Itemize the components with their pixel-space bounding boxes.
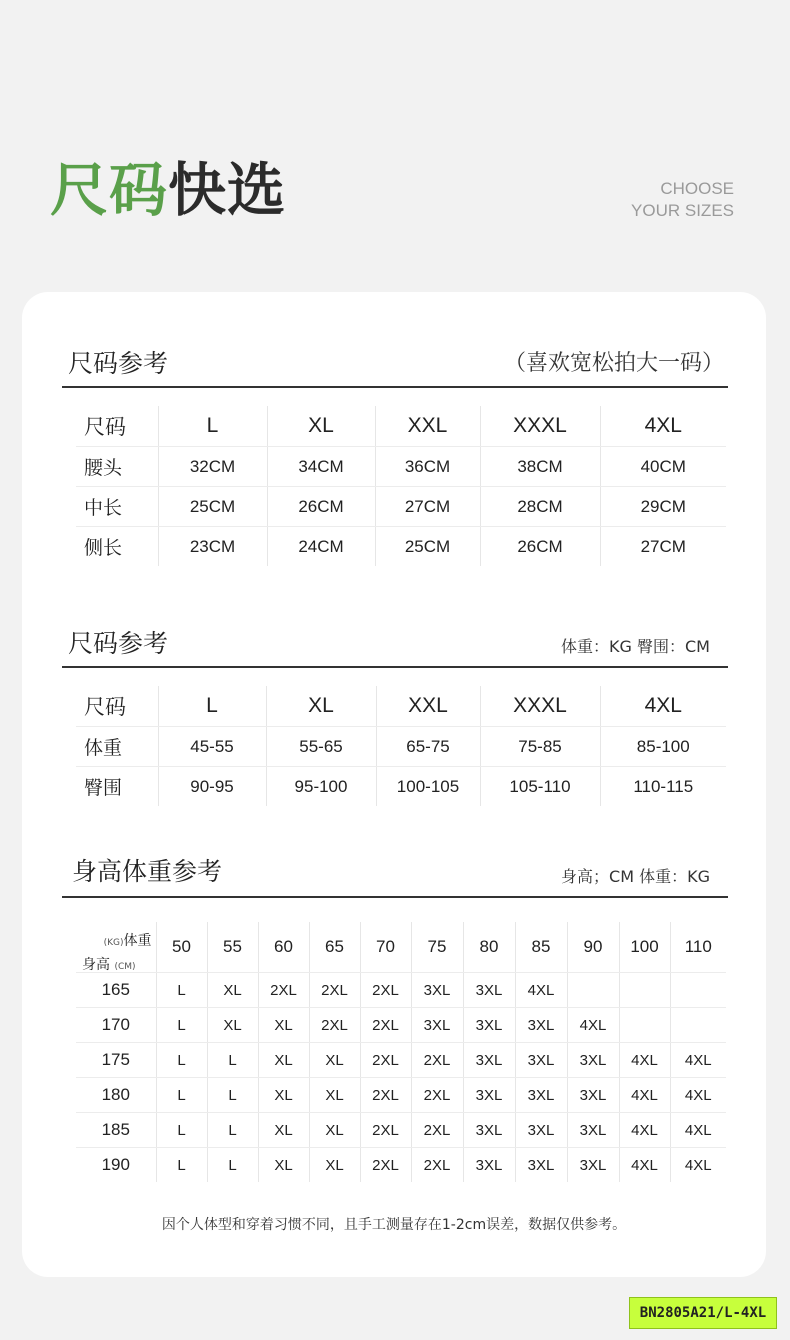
table-corner-label (76, 922, 156, 973)
height-label: 190 (101, 1155, 130, 1174)
size-cell: 2XL (411, 1113, 463, 1148)
size-cell: 4XL (515, 973, 567, 1008)
size-cell: 3XL (411, 1008, 463, 1043)
subtitle-line-2: YOUR SIZES (631, 201, 734, 220)
section3-title: 身高体重参考 (72, 857, 223, 886)
size-cell: L (207, 1113, 258, 1148)
size-cell: 3XL (567, 1113, 619, 1148)
measurement-cell: 28CM (480, 487, 600, 527)
size-cell: XL (258, 1113, 309, 1148)
height-weight-table (76, 922, 726, 1182)
size-cell: 2XL (360, 1078, 411, 1113)
weight-hip-cell: 85-100 (600, 727, 726, 767)
weight-hip-cell: 110-115 (600, 767, 726, 807)
weight-hip-cell: 75-85 (480, 727, 600, 767)
measurement-row-label: 侧长 (84, 537, 123, 559)
section3-units: 身高；CM 体重：KG (561, 867, 710, 886)
weight-header-cell: 50 (156, 922, 207, 973)
size-cell: 3XL (463, 1078, 515, 1113)
measurement-cell: L (158, 406, 267, 447)
weight-header-cell: 55 (207, 922, 258, 973)
weight-hip-cell: XXL (376, 686, 480, 727)
product-code-badge: BN2805A21/L-4XL (629, 1297, 777, 1329)
size-cell: XL (258, 1148, 309, 1183)
weight-hip-cell: 65-75 (376, 727, 480, 767)
weight-hip-row (76, 727, 726, 767)
weight-hip-cell: 95-100 (266, 767, 376, 807)
size-cell: 3XL (515, 1043, 567, 1078)
weight-header-cell: 85 (515, 922, 567, 973)
height-unit-label: (CM) (114, 962, 136, 972)
height-row (76, 1113, 726, 1148)
size-cell: 3XL (463, 1148, 515, 1183)
height-label: 175 (76, 1043, 156, 1078)
size-cell: 2XL (309, 973, 360, 1008)
measurement-row-label: 尺码 (76, 406, 158, 447)
height-label: 170 (76, 1008, 156, 1043)
section3-divider (62, 896, 728, 898)
page-title (50, 155, 286, 225)
size-cell: L (207, 1043, 258, 1078)
height-row (76, 1148, 726, 1183)
measurement-row (76, 447, 726, 487)
size-cell: 3XL (515, 1078, 567, 1113)
size-cell: 4XL (670, 1148, 726, 1183)
size-cell: XL (207, 1008, 258, 1043)
section1-title: 尺码参考 (68, 349, 169, 378)
measurement-cell: XXXL (480, 406, 600, 447)
weight-header-cell: 60 (258, 922, 309, 973)
height-label: 180 (76, 1078, 156, 1113)
footnote: 因个人体型和穿着习惯不同，且手工测量存在1-2cm误差，数据仅供参考。 (161, 1217, 627, 1233)
measurement-cell: XXL (375, 406, 480, 447)
height-row (76, 1078, 726, 1113)
size-cell: 2XL (360, 1043, 411, 1078)
size-cell: L (156, 1078, 207, 1113)
measurement-cell: 29CM (600, 487, 726, 527)
size-cell: XL (258, 1008, 309, 1043)
weight-header-cell: 75 (411, 922, 463, 973)
size-cell: 2XL (411, 1148, 463, 1183)
section2-divider (62, 666, 728, 668)
height-axis-label: 身高 (82, 957, 110, 973)
size-cell: L (156, 1113, 207, 1148)
size-cell: 3XL (515, 1113, 567, 1148)
weight-hip-cell: 105-110 (480, 767, 600, 807)
size-cell: 4XL (619, 1078, 670, 1113)
size-cell: 3XL (463, 973, 515, 1008)
weight-hip-row-label: 臀围 (84, 777, 123, 799)
size-cell: 3XL (515, 1008, 567, 1043)
size-cell: 4XL (619, 1043, 670, 1078)
measurement-cell: 32CM (158, 447, 267, 487)
size-cell: 4XL (619, 1148, 670, 1183)
height-row (76, 1008, 726, 1043)
size-cell: 2XL (258, 973, 309, 1008)
measurement-table (76, 406, 726, 566)
size-cell: 3XL (411, 973, 463, 1008)
measurement-cell: XL (267, 406, 375, 447)
size-cell: 2XL (411, 1043, 463, 1078)
measurement-cell: 23CM (158, 527, 267, 567)
weight-hip-cell: 4XL (600, 686, 726, 727)
measurement-cell: 27CM (600, 527, 726, 567)
size-cell: XL (258, 1078, 309, 1113)
size-cell: XL (309, 1078, 360, 1113)
weight-unit-label: (KG) (103, 938, 124, 948)
page-header (0, 0, 790, 260)
weight-hip-cell: 100-105 (376, 767, 480, 807)
weight-hip-table (76, 686, 726, 806)
size-cell: 3XL (567, 1148, 619, 1183)
weight-hip-row (76, 767, 726, 807)
weight-header-cell: 80 (463, 922, 515, 973)
measurement-row (76, 487, 726, 527)
section1-note: （喜欢宽松拍大一码） (503, 351, 724, 376)
size-cell (670, 1008, 726, 1043)
weight-header-cell: 70 (360, 922, 411, 973)
weight-header-cell: 90 (567, 922, 619, 973)
weight-hip-row-label: 尺码 (76, 686, 158, 727)
size-cell (619, 1008, 670, 1043)
measurement-row-label: 腰头 (76, 447, 158, 487)
size-cell: XL (258, 1043, 309, 1078)
measurement-cell: 25CM (158, 487, 267, 527)
size-cell: 3XL (567, 1078, 619, 1113)
size-cell (567, 973, 619, 1008)
weight-hip-row-label: 体重 (76, 727, 158, 767)
weight-hip-cell: 45-55 (158, 727, 266, 767)
measurement-row (76, 406, 726, 447)
measurement-cell: 38CM (480, 447, 600, 487)
size-cell (619, 973, 670, 1008)
height-row (76, 1043, 726, 1078)
size-cell: L (156, 1043, 207, 1078)
height-row (76, 973, 726, 1008)
size-cell: 3XL (463, 1008, 515, 1043)
choose-your-sizes (631, 178, 734, 222)
size-cell: XL (309, 1043, 360, 1078)
page-title-green: 尺码 (50, 156, 169, 224)
section2-units: 体重：KG 臀围：CM (561, 637, 710, 656)
size-cell: 3XL (463, 1113, 515, 1148)
size-cell: 3XL (515, 1148, 567, 1183)
measurement-cell: 40CM (600, 447, 726, 487)
size-cell (670, 973, 726, 1008)
weight-header-cell: 110 (670, 922, 726, 973)
section2-title: 尺码参考 (68, 629, 169, 658)
size-cell: L (207, 1148, 258, 1183)
size-cell: L (207, 1078, 258, 1113)
weight-hip-cell: XL (266, 686, 376, 727)
measurement-cell: 25CM (375, 527, 480, 567)
size-cell: 2XL (360, 1113, 411, 1148)
size-cell: 2XL (309, 1008, 360, 1043)
weight-hip-row (76, 686, 726, 727)
measurement-cell: 4XL (600, 406, 726, 447)
size-cell: XL (309, 1148, 360, 1183)
size-cell: 4XL (670, 1113, 726, 1148)
measurement-cell: 27CM (375, 487, 480, 527)
weight-axis-label: 体重 (123, 933, 152, 949)
measurement-cell: 24CM (267, 527, 375, 567)
measurement-cell: 34CM (267, 447, 375, 487)
subtitle-line-1: CHOOSE (660, 179, 734, 198)
size-cell: L (156, 1148, 207, 1183)
weight-hip-cell: XXXL (480, 686, 600, 727)
size-cell: 2XL (360, 973, 411, 1008)
measurement-cell: 26CM (480, 527, 600, 567)
measurement-row (76, 527, 726, 567)
weight-header-row (76, 922, 726, 973)
weight-header-cell: 65 (309, 922, 360, 973)
weight-header-cell: 100 (619, 922, 670, 973)
height-label: 165 (76, 973, 156, 1008)
size-card (22, 292, 766, 1277)
size-cell: 4XL (670, 1043, 726, 1078)
page-title-dark: 快选 (168, 156, 287, 224)
size-cell: 4XL (567, 1008, 619, 1043)
size-cell: L (156, 973, 207, 1008)
measurement-row-label: 中长 (76, 487, 158, 527)
size-cell: 2XL (360, 1008, 411, 1043)
size-cell: L (156, 1008, 207, 1043)
size-cell: 3XL (463, 1043, 515, 1078)
weight-hip-cell: 90-95 (158, 767, 266, 807)
size-cell: 4XL (619, 1113, 670, 1148)
size-cell: 2XL (360, 1148, 411, 1183)
size-cell: XL (309, 1113, 360, 1148)
size-cell: 4XL (670, 1078, 726, 1113)
size-cell: XL (207, 973, 258, 1008)
size-cell: 3XL (567, 1043, 619, 1078)
weight-hip-cell: L (158, 686, 266, 727)
weight-hip-cell: 55-65 (266, 727, 376, 767)
size-cell: 2XL (411, 1078, 463, 1113)
height-label: 185 (76, 1113, 156, 1148)
section1-divider (62, 386, 728, 388)
measurement-cell: 26CM (267, 487, 375, 527)
measurement-cell: 36CM (375, 447, 480, 487)
